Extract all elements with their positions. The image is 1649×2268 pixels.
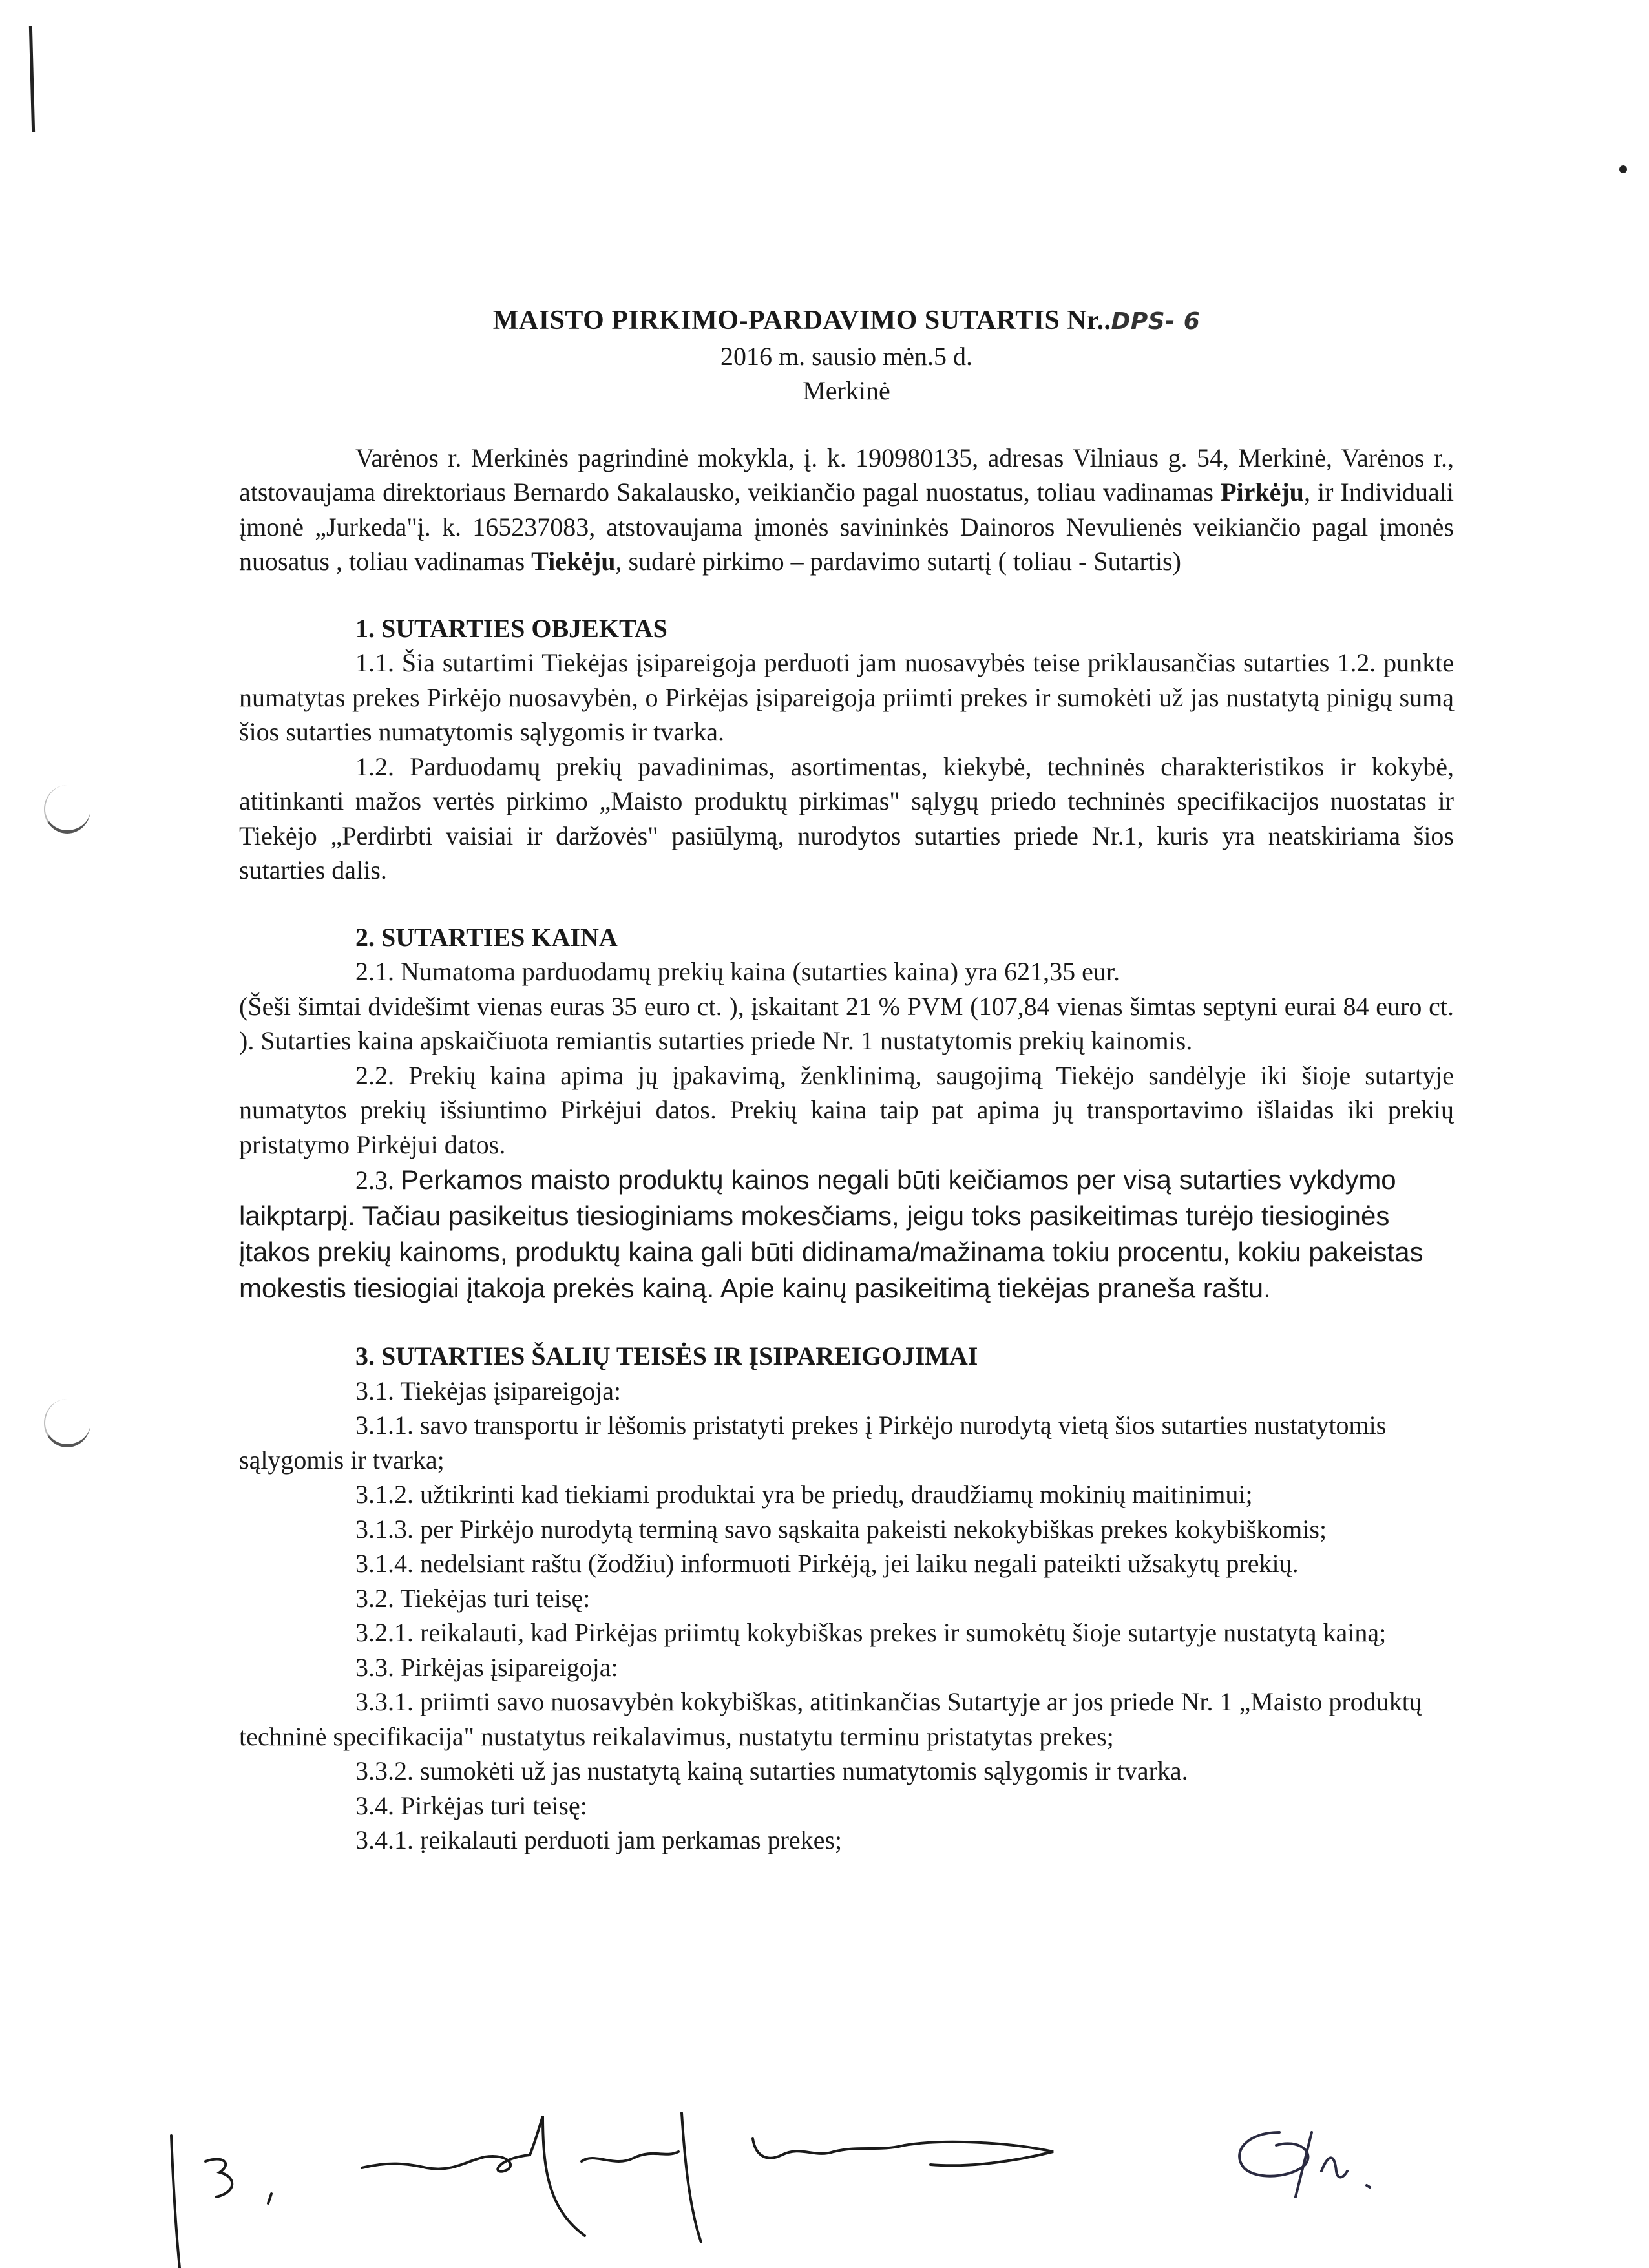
clause-3-1: 3.1. Tiekėjas įsipareigoja: (355, 1376, 622, 1405)
clause-3-1-3: 3.1.3. per Pirkėjo nurodytą terminą savo sąskaita pakeisti nekokybiškas prekes kokybiškomis; (355, 1514, 1327, 1544)
clause-3-4-1: 3.4.1. ṛeikalauti perduoti jam perkamas prekes; (355, 1825, 843, 1854)
supplier-term: Tiekėju (531, 547, 616, 576)
clause-2-1-continued: (Šeši šimtai dvidešimt vienas euras 35 euro ct. ), įskaitant 21 % PVM (107,84 vienas šimtas septyni eurai 84 euro ct. ). Sutarties kaina apskaičiuota remiantis sutarties priede Nr. 1 nustatytomis prekių kainomis. (239, 991, 1454, 1055)
clause-number: 2.3. (355, 1166, 401, 1195)
section-heading: 1. SUTARTIES OBJEKTAS (355, 613, 667, 643)
clause-3-2-1: 3.2.1. reikalauti, kad Pirkėjas priimtų kokybiškas prekes ir sumokėtų šioje sutartyje nustatytą kainą; (355, 1618, 1387, 1647)
clause-2-3-text: Perkamos maisto produktų kainos negali būti keičiamos per visą sutarties vykdymo laikptarpį. Tačiau pasikeitus tiesioginiams mokesčiams, jeigu toks pasikeitimas turėjo tiesioginės įtakos prekių kainoms, produktų kaina gali būti didinama/mažinama tokiu procentu, kokiu pakeistas mokestis tiesiogiai įtakoja prekės kainą. Apie kainų pasikeitimą tiekėjas praneša raštu. (239, 1164, 1423, 1303)
contract-date: 2016 m. sausio mėn.5 d. (720, 341, 972, 371)
clause-3-1-4: 3.1.4. nedelsiant raštu (žodžiu) informuoti Pirkėją, jei laiku negali pateikti užsakytų prekių. (355, 1549, 1299, 1578)
clause-3-3-1: 3.3.1. priimti savo nuosavybėn kokybiškas, atitinkančias Sutartyje ar jos priede Nr. 1 „Maisto produktų techninė specifikacija" nustatytus reikalavimus, nustatytu terminu pristatytas prekes; (239, 1687, 1422, 1751)
title-text: MAISTO PIRKIMO-PARDAVIMO SUTARTIS Nr.. (492, 306, 1111, 335)
clause-3-1-2: 3.1.2. užtikrinti kad tiekiami produktai yra be priedų, draudžiamų mokinių maitinimui; (355, 1480, 1253, 1509)
clause-3-3: 3.3. Pirkėjas įsipareigoja: (355, 1652, 618, 1682)
clause-3-2: 3.2. Tiekėjas turi teisę: (355, 1583, 591, 1613)
contract-place: Merkinė (803, 376, 890, 405)
buyer-signature (171, 2113, 1053, 2268)
intro-text: , sudarė pirkimo – pardavimo sutartį ( toliau - Sutartis) (615, 547, 1181, 576)
clause-1-1: 1.1. Šia sutartimi Tiekėjas įsipareigoja perduoti jam nuosavybės teise priklausančias sutarties 1.2. punkte numatytas prekes Pirkėjo nuosavybėn, o Pirkėjas įsipareigoja priimti prekes ir sumokėti už jas nustatytą pinigų sumą šios sutarties numatytomis sąlygomis ir tvarka. (239, 648, 1454, 746)
clause-1-2: 1.2. Parduodamų prekių pavadinimas, asortimentas, kiekybė, techninės charakteristikos ir kokybė, atitinkanti mažos vertės pirkimo „Maisto produktų pirkimas" sąlygų priedo techninės specifikacijos nuostatas ir Tiekėjo „Perdirbti vaisiai ir daržovės" pasiūlymą, nurodytos sutarties priede Nr.1, kuris yra neatskiriama šios sutarties dalis. (239, 751, 1454, 885)
intro-text: Varėnos r. Merkinės pagrindinė mokykla, į. k. 190980135, adresas Vilniaus g. 54, Merkinė, Varėnos r., atstovaujama direktoriaus Bernardo Sakalausko, veikiančio pagal nuostatus, toliau vadinamas (239, 443, 1454, 507)
clause-3-1-1: 3.1.1. savo transportu ir lėšomis pristatyti prekes į Pirkėjo nurodytą vietą šios sutarties nustatytomis sąlygomis ir tvarka; (239, 1411, 1387, 1475)
clause-2-1: 2.1. Numatoma parduodamų prekių kaina (sutarties kaina) yra 621,35 eur. (355, 957, 1120, 986)
supplier-signature (1239, 2132, 1370, 2197)
buyer-term: Pirkėju (1221, 478, 1304, 507)
clause-2-2: 2.2. Prekių kaina apima jų įpakavimą, ženklinimą, saugojimą Tiekėjo sandėlyje iki šioje sutartyje numatytos prekių išsiuntimo Pirkėjui datos. Prekių kaina taip pat apima jų transportavimo išlaidas iki prekių pristatymo Pirkėjui datos. (239, 1060, 1454, 1159)
intro-text: , ir Individuali įmonė „Jurkeda"į. k. 165237083, atstovaujama įmonės savininkės Dainoros Nevulienės veikiančio pagal įmonės nuosatus , toliau vadinamas (239, 478, 1455, 576)
section-heading: 2. SUTARTIES KAINA (355, 922, 618, 952)
clause-3-4: 3.4. Pirkėjas turi teisę: (355, 1790, 587, 1820)
section-heading: 3. SUTARTIES ŠALIŲ TEISĖS IR ĮSIPAREIGOJIMAI (355, 1341, 978, 1370)
clause-3-3-2: 3.3.2. sumokėti už jas nustatytą kainą sutarties numatytomis sąlygomis ir tvarka. (355, 1756, 1188, 1785)
handwritten-contract-number: DPS- 6 (1111, 308, 1201, 335)
